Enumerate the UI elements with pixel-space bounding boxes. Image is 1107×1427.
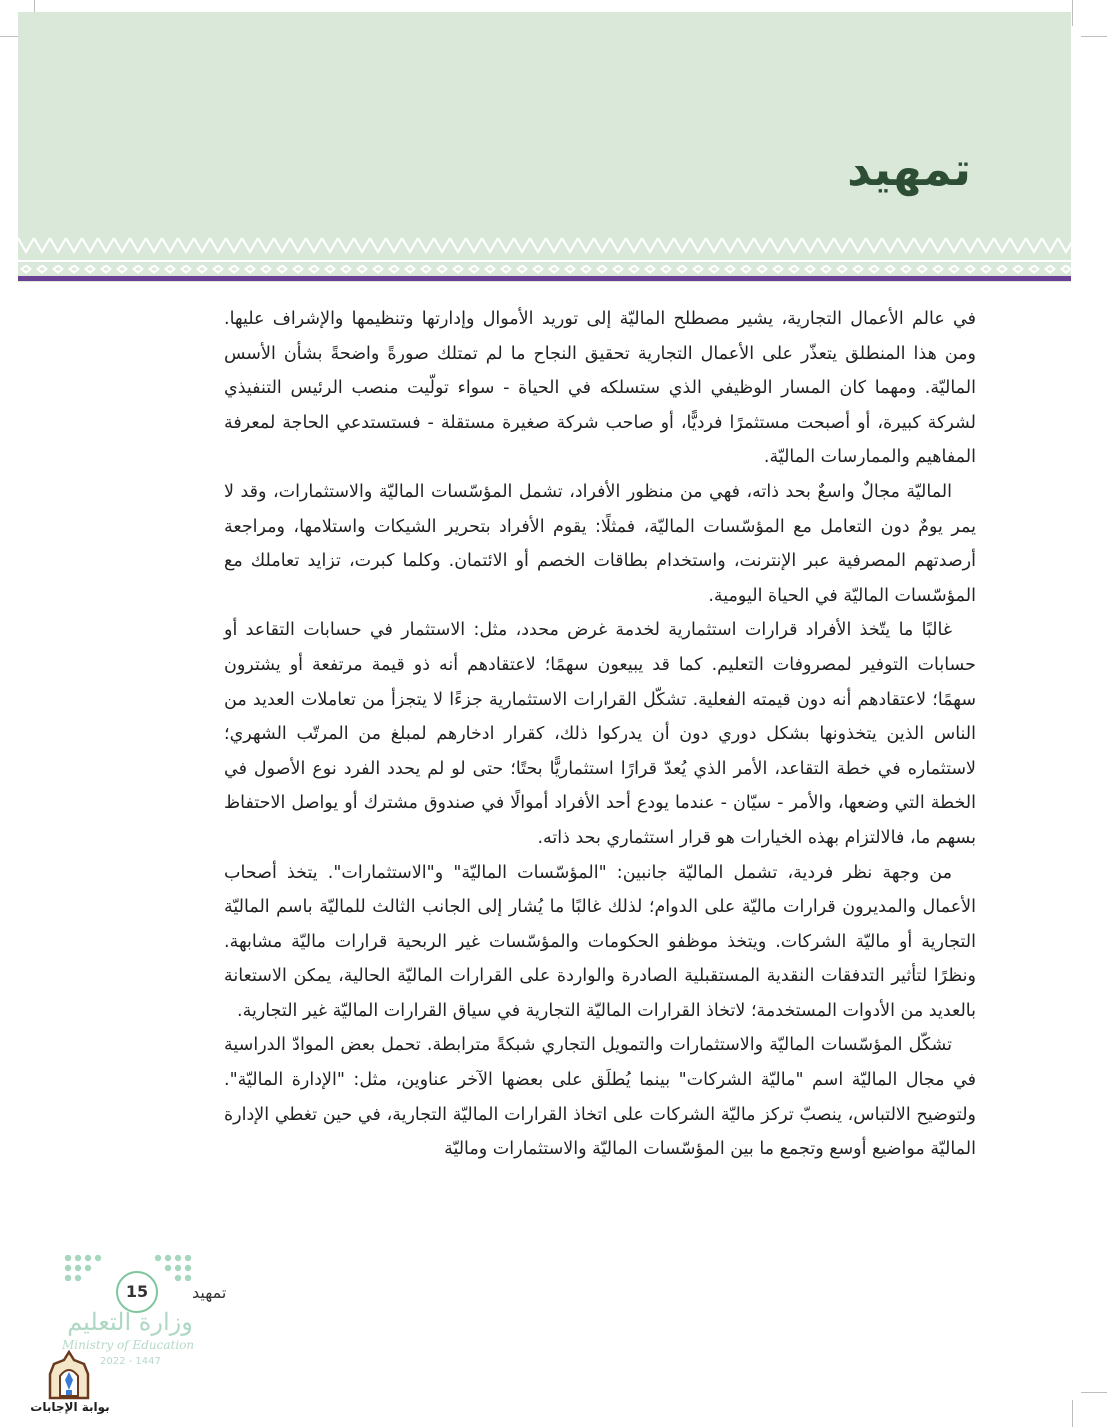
lantern-emblem-icon [44, 1350, 94, 1402]
paragraph: في عالم الأعمال التجارية، يشير مصطلح الماليّة إلى توريد الأموال وإدارتها وتنظيمها والإشراف عليها. ومن هذا المنطلق يتعذّر على الأعمال التجارية تحقيق النجاح ما لم تمتلك صورةً واضحةً بشأن الأسس الماليّة. ومهما كان المسار الوظيفي الذي ستسلكه في الحياة - سواء تولّيت منصب الرئيس التنفيذي لشركة كبيرة، أو أصبحت مستثمرًا فرديًّا، أو صاحب شركة صغيرة مستقلة - فستستدعي الحاجة لمعرفة المفاهيم والممارسات الماليّة. [224, 309, 976, 468]
ministry-name-arabic: وزارة التعليم [67, 1308, 193, 1336]
sadu-pattern-border [18, 234, 1071, 282]
paragraph: تشكّل المؤسّسات الماليّة والاستثمارات والتمويل التجاري شبكةً مترابطة. تحمل بعض الموادّ الدراسية في مجال الماليّة اسم "ماليّة الشركات" بينما يُطلَق على بعضها الآخر عناوين، مثل: "الإدارة الماليّة". ولتوضيح الالتباس، ينصبّ تركز ماليّة الشركات على اتخاذ القرارات الماليّة التجارية، في حين تغطي الإدارة الماليّة مواضيع أوسع وتجمع ما بين المؤسّسات الماليّة والاستثمارات وماليّة [224, 1035, 976, 1160]
purple-divider [18, 276, 1071, 281]
page-number-badge: 15 [116, 1271, 158, 1313]
section-label: تمهيد [192, 1283, 227, 1302]
page-title: تمهيد [847, 142, 971, 196]
paragraph: غالبًا ما يتّخذ الأفراد قرارات استثمارية لخدمة غرض محدد، مثل: الاستثمار في حسابات التقاعد أو حسابات التوفير لمصروفات التعليم. كما قد يبيعون سهمًا؛ لاعتقادهم أنه ذو قيمة مرتفعة أو يشترون سهمًا؛ لاعتقادهم أنه دون قيمته الفعلية. تشكّل القرارات الاستثمارية جزءًا لا يتجزأ من تعاملات العديد من الناس الذين يتخذونها بشكل دوري دون أن يدركوا ذلك، كقرار ادخارهم لمبلغ من المرتّب الشهري؛ لاستثماره في خطة التقاعد، الأمر الذي يُعدّ قرارًا استثماريًّا بحتًا؛ حتى لو لم يحدد الفرد نوع الأصول في الخطة التي وضعها، والأمر - سيّان - عندما يودع أحد الأفراد أموالًا في صندوق مشترك أو يواصل الاحتفاظ بسهم ما، فالالتزام بهذه الخيارات هو قرار استثماري بحد ذاته. [224, 620, 976, 848]
paragraph: من وجهة نظر فردية، تشمل الماليّة جانبين: "المؤسّسات الماليّة" و"الاستثمارات". يتخذ أصحاب الأعمال والمديرون قرارات ماليّة على الدوام؛ لذلك غالبًا ما يُشار إلى الجانب الثالث للماليّة باسم الماليّة التجارية أو ماليّة الشركات. ويتخذ موظفو الحكومات والمؤسّسات غير الربحية قرارات ماليّة مشابهة. ونظرًا لتأثير التدفقات النقدية المستقبلية الصادرة والواردة على القرارات الماليّة الحالية، يمكن الاستعانة بالعديد من الأدوات المستخدمة؛ لاتخاذ القرارات الماليّة التجارية في سياق القرارات الماليّة غير التجارية. [224, 862, 976, 1021]
ministry-name-english: Ministry of Education [62, 1338, 195, 1352]
crop-mark [1081, 1392, 1107, 1393]
ministry-year: 2022 - 1447 [100, 1356, 161, 1367]
crop-mark [1072, 1400, 1073, 1427]
body-text [224, 302, 976, 1167]
paragraph: الماليّة مجالٌ واسعٌ بحد ذاته، فهي من منظور الأفراد، تشمل المؤسّسات الماليّة والاستثمارات، وقد لا يمر يومٌ دون التعامل مع المؤسّسات الماليّة، فمثلًا: يقوم الأفراد بتحرير الشيكات واستلامها، ومراجعة أرصدتهم المصرفية عبر الإنترنت، واستخدام بطاقات الخصم أو الائتمان. وكلما كبرت، تزايد تعاملك مع المؤسّسات الماليّة في الحياة اليومية. [224, 481, 976, 606]
header-band [18, 12, 1071, 282]
crop-mark [1081, 36, 1107, 37]
crop-mark [1072, 0, 1073, 26]
watermark-label: بوابة الإجابات [28, 1400, 112, 1414]
